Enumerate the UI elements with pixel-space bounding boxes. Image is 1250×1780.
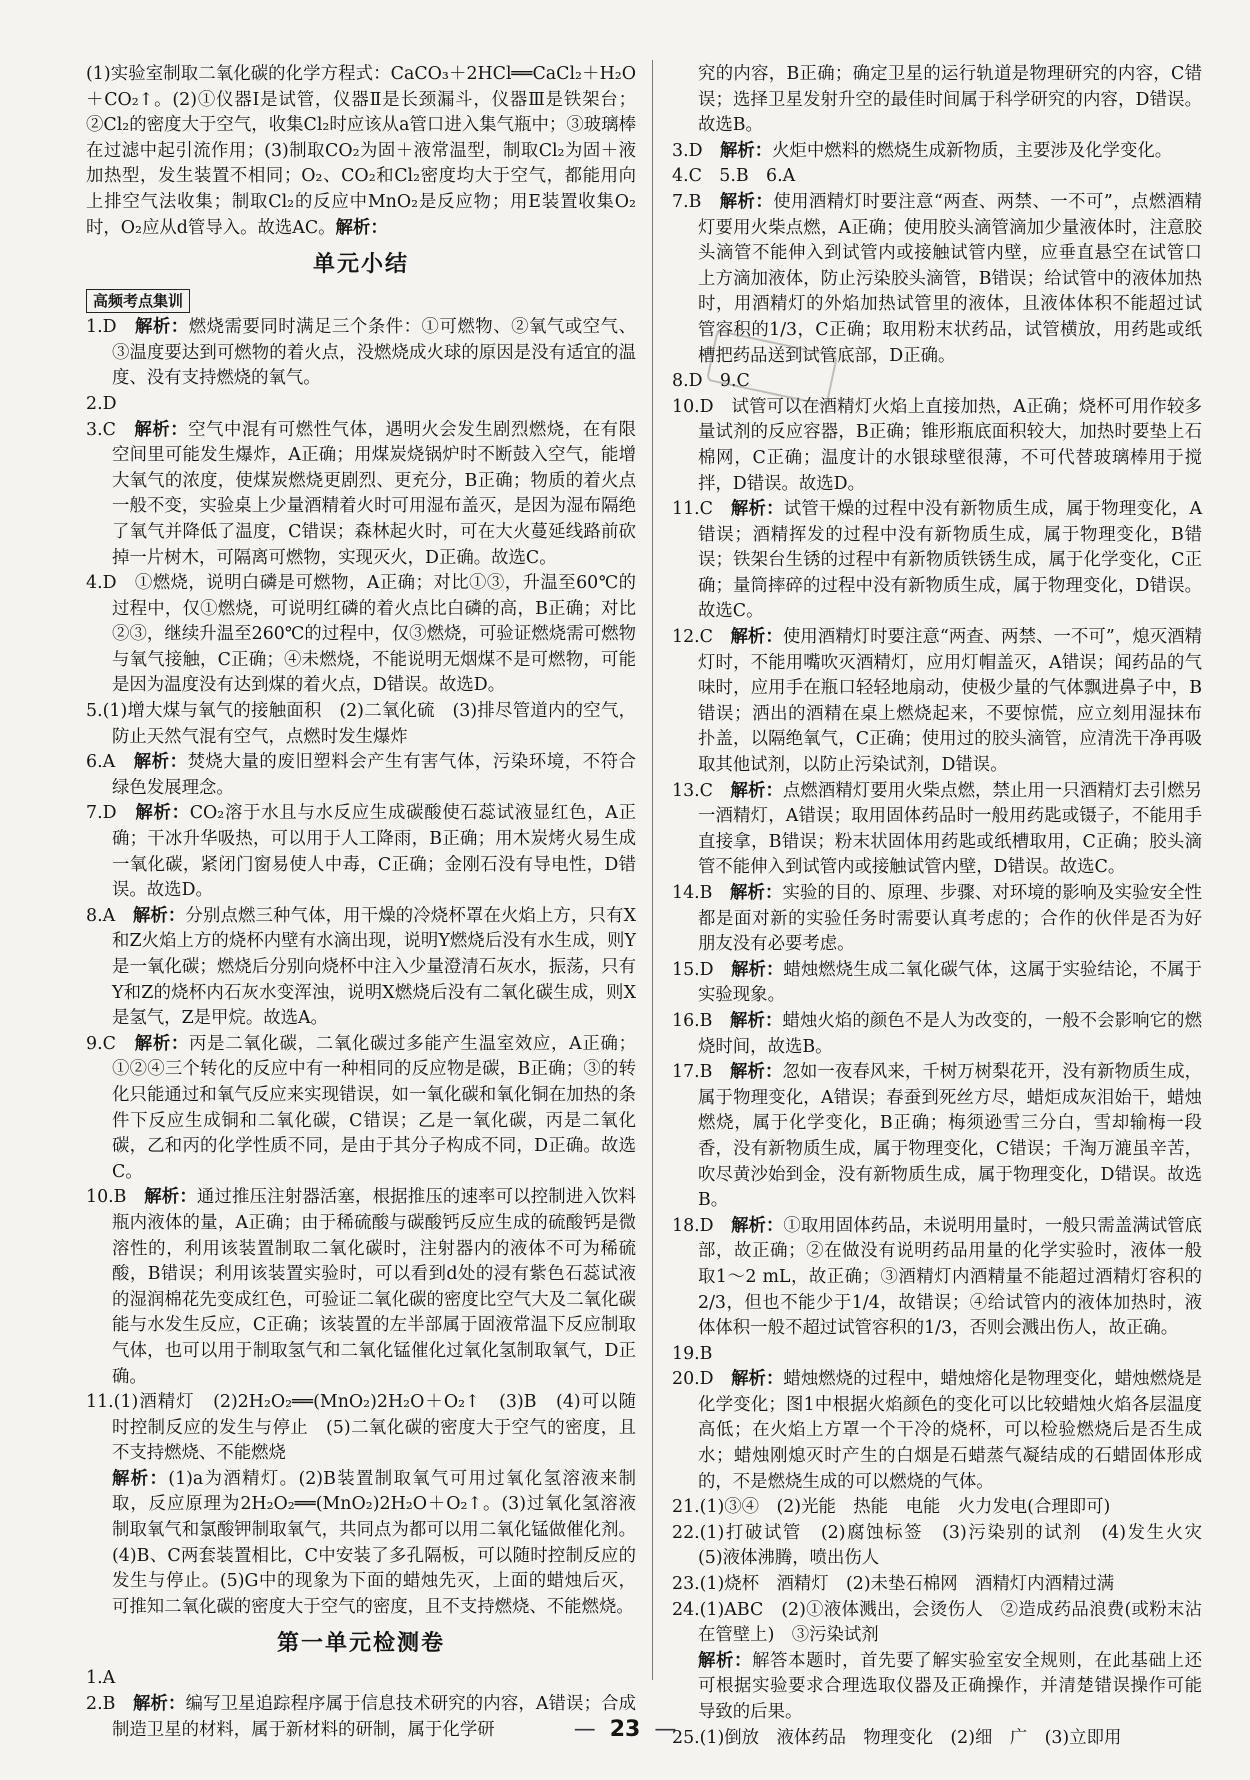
analysis-label: 解析： bbox=[731, 1369, 784, 1390]
analysis-label: 解析： bbox=[730, 1010, 783, 1031]
answer-item bbox=[86, 571, 636, 699]
analysis-text: ①燃烧，说明白磷是可燃物，A正确；对比①③，升温至60℃的过程中，仅①燃烧，可说明红磷的着火点比白磷的高，B正确；对比②③，继续升温至260℃的过程中，仅③燃烧，可验证燃烧需可燃物与氧气接触，C正确；④未燃烧，不能说明无烟煤不是可燃物，可能是因为温度没有达到煤的着火点，D错误。故选D。 bbox=[112, 573, 636, 696]
answer-item bbox=[86, 392, 636, 418]
answer-key: 7.B bbox=[672, 191, 720, 212]
analysis-text: 编写卫星追踪程序属于信息技术研究的内容，A错误；合成制造卫星的材料，属于新材料的研制，属于化学研 bbox=[112, 1694, 636, 1740]
answer-key: 25.(1)倒放 液体药品 物理变化 (2)细 广 (3)立即用 bbox=[672, 1727, 1122, 1748]
answer-paragraph bbox=[86, 1467, 636, 1621]
analysis-label: 解析： bbox=[719, 191, 774, 212]
answer-item bbox=[672, 164, 1202, 190]
answer-item bbox=[86, 904, 636, 1032]
answer-key: 23.(1)烧杯 酒精灯 (2)未垫石棉网 酒精灯内酒精过满 bbox=[672, 1574, 1115, 1595]
answer-item bbox=[672, 881, 1202, 958]
answer-item bbox=[672, 625, 1202, 779]
answer-key: 16.B bbox=[672, 1010, 731, 1031]
analysis-label: 解析： bbox=[134, 317, 189, 338]
left-column bbox=[86, 62, 636, 1743]
analysis-text: 究的内容，B正确；确定卫星的运行轨道是物理研究的内容，C错误；选择卫星发射升空的最佳时间属于科学研究的内容，D错误。故选B。 bbox=[698, 64, 1202, 136]
answer-item bbox=[86, 801, 636, 903]
answer-key: 11.C bbox=[672, 499, 731, 520]
answer-item bbox=[672, 1214, 1202, 1342]
analysis-text: (1)a为酒精灯。(2)B装置制取氧气可用过氧化氢溶液来制取，反应原理为2H₂O₂══(MnO₂)2H₂O＋O₂↑。(3)过氧化氢溶液制取氧气和氯酸钾制取氧气，共同点为都可以用二氧化锰做催化剂。(4)B、C两套装置相比，C中安装了多孔隔板，可以随时控制反应的发生与停止。(5)G中的现象为下面的蜡烛先灭，上面的蜡烛后灭，可推知二氧化碳的密度大于空气的密度，且不支持燃烧、不能燃烧。 bbox=[112, 1468, 636, 1617]
answer-item bbox=[672, 1598, 1202, 1649]
answer-key: 19.B bbox=[672, 1343, 713, 1364]
answer-key: 12.C bbox=[672, 627, 731, 648]
answer-item bbox=[672, 958, 1202, 1009]
answer-paragraph bbox=[86, 62, 636, 241]
answer-item bbox=[86, 750, 636, 801]
answer-key: 8.A bbox=[86, 905, 133, 926]
analysis-text: 火炬中燃料的燃烧生成新物质，主要涉及化学变化。 bbox=[772, 140, 1173, 161]
answer-item bbox=[672, 1060, 1202, 1214]
answer-item bbox=[86, 1032, 636, 1186]
answer-key: 4.D bbox=[86, 573, 135, 594]
analysis-label: 解析： bbox=[719, 140, 773, 161]
answer-key: 24.(1)ABC (2)①液体溅出，会烫伤人 ②造成药品浪费(或粉末沾在管壁上) ③污染试剂 bbox=[672, 1599, 1202, 1646]
answer-item bbox=[86, 1185, 636, 1390]
answer-key: 13.C bbox=[672, 780, 731, 801]
analysis-text: 焚烧大量的废旧塑料会产生有害气体，污染环境，不符合绿色发展理念。 bbox=[112, 752, 636, 798]
analysis-label: 解析： bbox=[730, 1062, 783, 1083]
answer-item bbox=[86, 1390, 636, 1467]
analysis-text: 蜡烛火焰的颜色不是人为改变的，一般不会影响它的燃烧时间，故选B。 bbox=[698, 1010, 1202, 1057]
answer-item bbox=[672, 1342, 1202, 1368]
page-number: — 23 — bbox=[0, 1717, 1250, 1742]
answer-key: 10.B bbox=[86, 1187, 145, 1208]
analysis-label: 解析： bbox=[731, 959, 784, 980]
analysis-label: 解析： bbox=[698, 1650, 753, 1671]
analysis-text: 丙是二氧化碳，二氧化碳过多能产生温室效应，A正确；①②④三个转化的反应中有一种相同的反应物是碳，B正确；③的转化只能通过和氧气反应来实现错误，如一氧化碳和氧化铜在加热的条件下反应生成铜和二氧化碳，C错误；乙是一氧化碳，丙是二氧化碳，乙和丙的化学性质不同，是由于其分子构成不同，D正确。故选C。 bbox=[112, 1033, 636, 1182]
analysis-text: 实验的目的、原理、步骤、对环境的影响及实验安全性都是面对新的实验任务时需要认真考虑的；合作的伙伴是否为好朋友没有必要考虑。 bbox=[698, 883, 1202, 955]
answer-item bbox=[672, 497, 1202, 625]
analysis-label: 解析： bbox=[112, 1468, 169, 1489]
analysis-text: 空气中混有可燃性气体，遇明火会发生剧烈燃烧，在有限空间里可能发生爆炸，A正确；用煤炭烧锅炉时不断鼓入空气，能增大氧气的浓度，使煤炭燃烧更剧烈、更充分，B正确；物质的着火点一般不变，实验桌上少量酒精着火时可用湿布盖灭，是因为湿布隔绝了氧气并降低了温度，C错误；森林起火时，可在大火蔓延线路前砍掉一片树木，可隔离可燃物，实现灭火，D正确。故选C。 bbox=[112, 419, 636, 568]
answer-paragraph bbox=[672, 1649, 1202, 1726]
answer-key: 22.(1)打破试管 (2)腐蚀标签 (3)污染别的试剂 (4)发生火灾 (5)液体沸腾，喷出伤人 bbox=[672, 1522, 1220, 1569]
answer-key: 7.D bbox=[86, 803, 136, 824]
answer-item bbox=[672, 1521, 1220, 1572]
analysis-text: CO₂溶于水且与水反应生成碳酸使石蕊试液显红色，A正确；干冰升华吸热，可以用于人工降雨，B正确；用木炭烤火易生成一氧化碳，紧闭门窗易使人中毒，C正确；金刚石没有导电性，D错误。故选D。 bbox=[112, 803, 636, 901]
answer-key: 3.D bbox=[672, 140, 720, 161]
answer-item bbox=[86, 315, 636, 392]
analysis-label: 解析： bbox=[132, 905, 186, 926]
analysis-label: 解析： bbox=[730, 499, 784, 520]
analysis-text: 试管可以在酒精灯火焰上直接加热，A正确；烧杯可用作较多量试剂的反应容器，B正确；锥形瓶底面积较大，加热时要垫上石棉网，C正确；温度计的水银球壁很薄，不可代替玻璃棒用于搅拌，D错误。故选D。 bbox=[698, 396, 1203, 494]
answer-key: 3.C bbox=[86, 419, 135, 440]
analysis-label: 解析： bbox=[134, 419, 189, 440]
analysis-label: 解析： bbox=[730, 883, 783, 903]
analysis-label: 解析： bbox=[135, 803, 190, 824]
answer-key: 6.A bbox=[86, 752, 134, 773]
answer-key: 1.D bbox=[86, 317, 135, 338]
answer-key: 10.D bbox=[672, 396, 732, 417]
answer-key: 2.B bbox=[86, 1694, 134, 1715]
analysis-label: 解析： bbox=[133, 1694, 186, 1715]
column-divider bbox=[652, 60, 653, 1680]
answer-item bbox=[672, 139, 1202, 165]
answer-item bbox=[672, 779, 1202, 881]
section-heading: 单元小结 bbox=[312, 252, 409, 278]
analysis-label: 解析： bbox=[730, 627, 783, 648]
answer-key: 11.(1)酒精灯 (2)2H₂O₂══(MnO₂)2H₂O＋O₂↑ (3)B (4)可以随时控制反应的发生与停止 (5)二氧化碳的密度大于空气的密度，且不支持燃烧、不能燃烧 bbox=[86, 1392, 636, 1464]
answer-item bbox=[672, 1367, 1202, 1495]
analysis-label: 解析： bbox=[730, 780, 783, 801]
answer-item bbox=[86, 1666, 636, 1692]
analysis-text: 燃烧需要同时满足三个条件：①可燃物、②氧气或空气、③温度要达到可燃物的着火点，没燃烧成火球的原因是没有适宜的温度、没有支持燃烧的氧气。 bbox=[112, 317, 636, 389]
analysis-text: 蜡烛燃烧生成二氧化碳气体，这属于实验结论，不属于实验现象。 bbox=[698, 959, 1202, 1006]
analysis-label: 解析： bbox=[134, 1033, 190, 1054]
answer-item bbox=[672, 1495, 1202, 1521]
section-heading: 第一单元检测卷 bbox=[276, 1631, 445, 1657]
section-label bbox=[86, 287, 636, 315]
answer-item bbox=[672, 1009, 1202, 1060]
answer-item bbox=[86, 418, 636, 572]
analysis-text: 点燃酒精灯要用火柴点燃，禁止用一只酒精灯去引燃另一酒精灯，A错误；取用固体药品时一般用药匙或镊子，不能用手直接拿，B错误；粉末状固体用药匙或纸槽取用，C正确；胶头滴管不能伸入到试管内或接触试管内壁，D错误。故选C。 bbox=[698, 780, 1202, 878]
analysis-text: 解答本题时，首先要了解实验室安全规则，在此基础上还可根据实验要求合理选取仪器及正确操作，并清楚错误操作可能导致的后果。 bbox=[698, 1650, 1202, 1722]
answer-key: 21.(1)③④ (2)光能 热能 电能 火力发电(合理即可) bbox=[672, 1497, 1111, 1518]
section-label-box: 高频考点集训 bbox=[86, 289, 190, 313]
answer-key: 9.C bbox=[86, 1033, 135, 1054]
answer-key: 15.D bbox=[672, 959, 732, 980]
answer-key: 18.D bbox=[672, 1215, 732, 1236]
answer-item bbox=[672, 1572, 1202, 1598]
answer-key: 1.A bbox=[86, 1668, 116, 1689]
answer-key: (1)实验室制取二氧化碳的化学方程式：CaCO₃＋2HCl══CaCl₂＋H₂O＋CO₂↑。(2)①仪器Ⅰ是试管，仪器Ⅱ是长颈漏斗，仪器Ⅲ是铁架台；②Cl₂的密度大于空气，收集Cl₂时应该从a管口进入集气瓶中；③玻璃棒在过滤中起引流作用；(3)制取CO₂为固＋液常温型，制取Cl₂为固＋液加热型，发生装置不相同；O₂、CO₂和Cl₂密度均大于空气，都能用向上排空气法收集；制取Cl₂的反应中MnO₂是反应物；用E装置收集O₂时，O₂应从d管导入。故选AC。 bbox=[86, 64, 636, 238]
analysis-label: 解析： bbox=[335, 217, 388, 238]
answer-key: 14.B bbox=[672, 883, 731, 903]
answer-key: 17.B bbox=[672, 1062, 731, 1083]
analysis-label: 解析： bbox=[133, 752, 188, 773]
answer-item bbox=[86, 699, 636, 750]
answer-paragraph bbox=[672, 62, 1202, 139]
analysis-text: ①取用固体药品，未说明用量时，一般只需盖满试管底部，故正确；②在做没有说明药品用量的化学实验时，液体一般取1～2 mL，故正确；③酒精灯内酒精量不能超过酒精灯容积的2/3，但也不能少于1/4，故错误；④给试管内的液体加热时，液体体积一般不超过试管容积的1/3，否则会溅出伤人，故正确。 bbox=[698, 1215, 1202, 1339]
answer-key: 8.D 9.C bbox=[672, 371, 750, 392]
answer-key: 2.D bbox=[86, 393, 117, 414]
answer-key: 4.C 5.B 6.A bbox=[672, 166, 796, 187]
analysis-label: 解析： bbox=[144, 1187, 197, 1208]
analysis-text: 试管干燥的过程中没有新物质生成，属于物理变化，A错误；酒精挥发的过程中没有新物质生成，属于物理变化，B错误；铁架台生锈的过程中有新物质铁锈生成，属于化学变化，C正确；量筒摔碎的过程中没有新物质生成，属于物理变化，D错误。故选C。 bbox=[698, 499, 1203, 622]
answer-key: 5.(1)增大煤与氧气的接触面积 (2)二氧化硫 (3)排尽管道内的空气，防止天然气混有空气，点燃时发生爆炸 bbox=[86, 701, 636, 747]
analysis-text: 蜡烛燃烧的过程中，蜡烛熔化是物理变化，蜡烛燃烧是化学变化；图1中根据火焰颜色的变化可以比较蜡烛火焰各层温度高低；在火焰上方罩一个干冷的烧杯，可以检验燃烧后是否生成水；蜡烛刚熄灭时产生的白烟是石蜡蒸气凝结成的石蜡固体形成的，不是燃烧生成的可以燃烧的气体。 bbox=[698, 1369, 1202, 1492]
analysis-text: 通过推压注射器活塞，根据推压的速率可以控制进入饮料瓶内液体的量，A正确；由于稀硫酸与碳酸钙反应生成的硫酸钙是微溶性的，利用该装置制取二氧化碳时，注射器内的液体不可为稀硫酸，B错误；利用该装置实验时，可以看到d处的浸有紫色石蕊试液的湿润棉花先变成红色，可验证二氧化碳的密度比空气大及二氧化碳能与水发生反应，C正确；该装置的左半部属于固液常温下反应制取气体，也可以用于制取氢气和二氧化锰催化过氧化氢制取氧气，D正确。 bbox=[112, 1187, 636, 1387]
analysis-text: 分别点燃三种气体，用干燥的冷烧杯罩在火焰上方，只有X和Z火焰上方的烧杯内壁有水滴出现，说明Y燃烧后没有水生成，则Y是一氧化碳；燃烧后分别向烧杯中注入少量澄清石灰水，振荡，只有Y和Z的烧杯内石灰水变浑浊，说明X燃烧后没有二氧化碳生成，则X是氢气，Z是甲烷。故选A。 bbox=[112, 905, 636, 1029]
analysis-text: 忽如一夜春风来，千树万树梨花开，没有新物质生成，属于物理变化，A错误；春蚕到死丝方尽，蜡炬成灰泪始干，蜡烛燃烧，属于化学变化，B正确；梅须逊雪三分白，雪却输梅一段香，没有新物质生成，属于物理变化，C错误；千淘万漉虽辛苦，吹尽黄沙始到金，没有新物质生成，属于物理变化，D错误。故选B。 bbox=[698, 1062, 1202, 1211]
answer-key: 20.D bbox=[672, 1369, 732, 1390]
analysis-text: 使用酒精灯时要注意“两查、两禁、一不可”，点燃酒精灯要用火柴点燃，A正确；使用胶头滴管滴加少量液体时，注意胶头滴管不能伸入到试管内或接触试管内壁，应垂直悬空在试管口上方滴加液体，防止污染胶头滴管，B错误；给试管中的液体加热时，用酒精灯的外焰加热试管里的液体，且液体体积不能超过试管容积的1/3，C正确；取用粉末状药品，试管横放，用药匙或纸槽把药品送到试管底部，D正确。 bbox=[698, 191, 1202, 366]
analysis-label: 解析： bbox=[731, 1215, 784, 1236]
answer-item bbox=[672, 395, 1202, 497]
right-column bbox=[672, 62, 1220, 1751]
analysis-text: 使用酒精灯时要注意“两查、两禁、一不可”，熄灭酒精灯时，不能用嘴吹灭酒精灯，应用灯帽盖灭，A错误；闻药品的气味时，应用手在瓶口轻轻地扇动，使极少量的气体飘进鼻子中，B错误；洒出的酒精在桌上燃烧起来，不要惊慌，应立刻用湿抹布扑盖，以隔绝氧气，C正确；使用过的胶头滴管，应清洗干净再吸取其他试剂，以防止污染试剂，D错误。 bbox=[698, 627, 1202, 776]
